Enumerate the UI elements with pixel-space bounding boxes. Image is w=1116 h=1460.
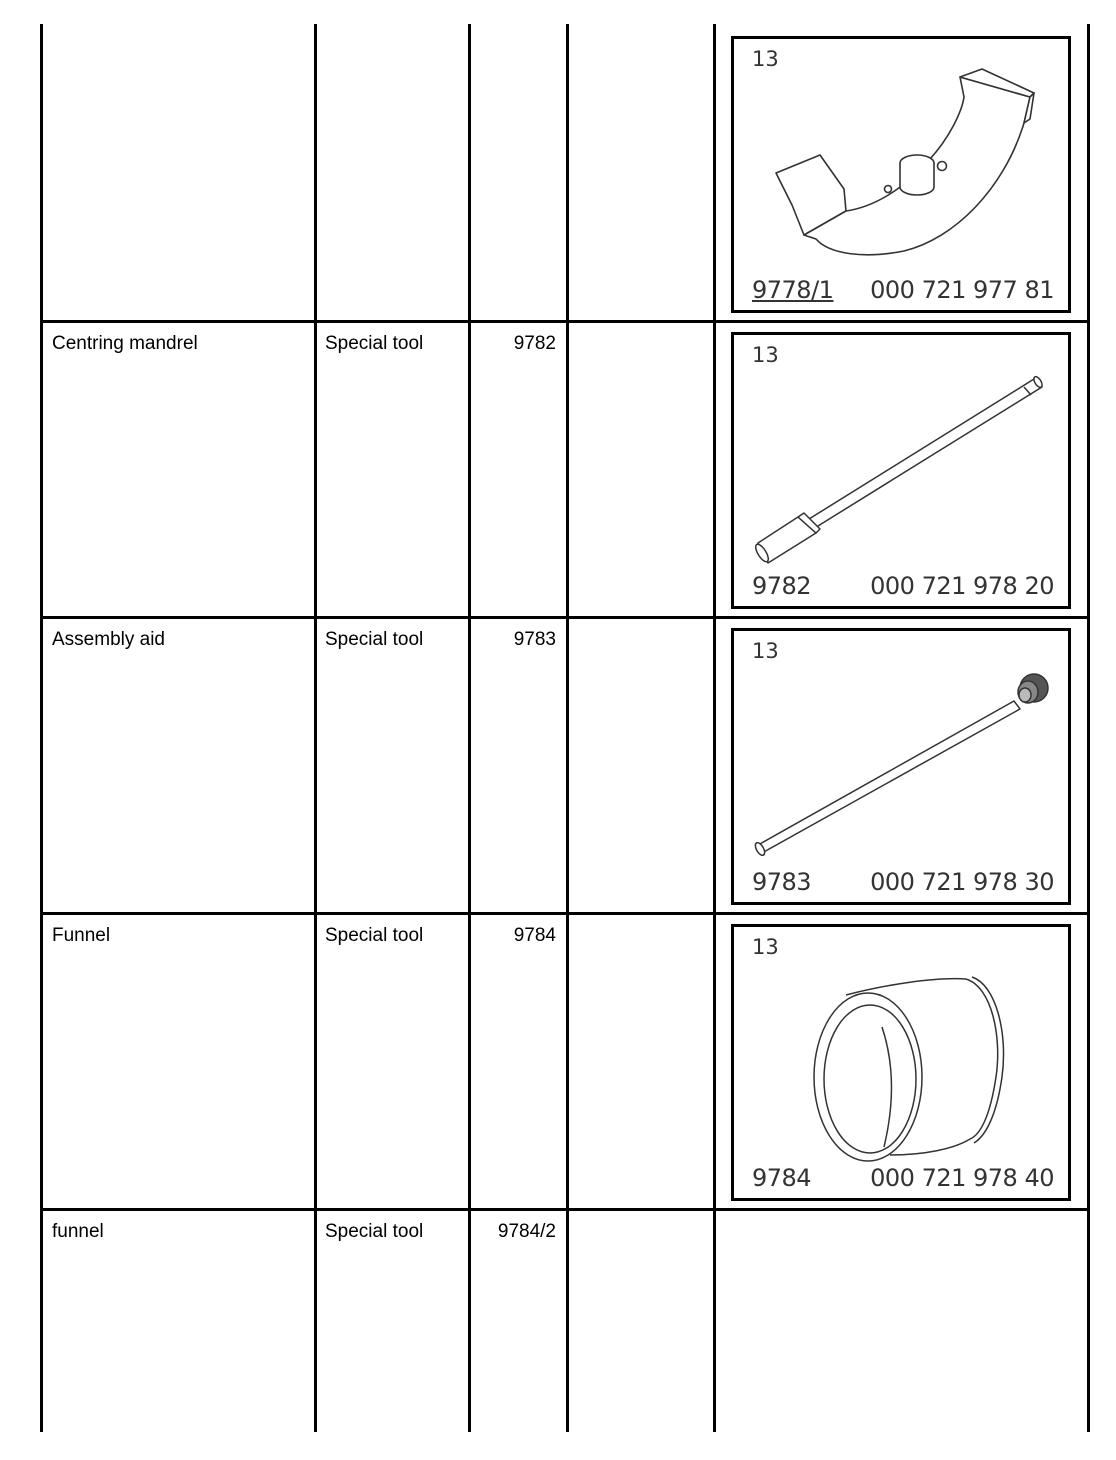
tool-name: Funnel bbox=[52, 925, 111, 946]
tool-type: Special tool bbox=[325, 925, 424, 946]
centring-mandrel-icon bbox=[734, 335, 1068, 606]
tool-number: 9784 bbox=[513, 925, 556, 946]
tool-name: Centring mandrel bbox=[52, 333, 198, 354]
tool-number-label: 9784 bbox=[752, 1164, 812, 1192]
quantity-label: 13 bbox=[752, 47, 779, 71]
quantity-label: 13 bbox=[752, 343, 779, 367]
column-divider-3 bbox=[566, 24, 569, 1432]
table-border-right bbox=[1087, 24, 1090, 1432]
tool-number: 9782 bbox=[513, 333, 556, 354]
tool-type: Special tool bbox=[325, 629, 424, 650]
part-number-label: 000 721 978 40 bbox=[870, 1164, 1054, 1192]
tool-number-label: 9778/1 bbox=[752, 276, 834, 304]
quantity-label: 13 bbox=[752, 935, 779, 959]
tool-image-9782 bbox=[731, 332, 1071, 609]
bearing-shell-tool-icon bbox=[734, 39, 1068, 310]
table-border-left bbox=[40, 24, 43, 1432]
tool-number-label: 9783 bbox=[752, 868, 812, 896]
tool-name: Assembly aid bbox=[52, 629, 165, 650]
tool-name: funnel bbox=[52, 1221, 104, 1242]
column-divider-1 bbox=[314, 24, 317, 1432]
assembly-aid-rod-icon bbox=[734, 631, 1068, 902]
funnel-ring-icon bbox=[734, 927, 1068, 1198]
part-number-label: 000 721 978 30 bbox=[870, 868, 1054, 896]
row-divider-3 bbox=[41, 912, 1090, 915]
column-divider-4 bbox=[713, 24, 716, 1432]
row-divider-4 bbox=[41, 1208, 1090, 1211]
tool-type: Special tool bbox=[325, 333, 424, 354]
tool-type: Special tool bbox=[325, 1221, 424, 1242]
row-divider-1 bbox=[41, 320, 1090, 323]
tool-image-9784 bbox=[731, 924, 1071, 1201]
row-divider-2 bbox=[41, 616, 1090, 619]
part-number-label: 000 721 977 81 bbox=[870, 276, 1054, 304]
tool-image-9783 bbox=[731, 628, 1071, 905]
part-number-label: 000 721 978 20 bbox=[870, 572, 1054, 600]
tool-image-9778-1 bbox=[731, 36, 1071, 313]
tool-number: 9783 bbox=[513, 629, 556, 650]
quantity-label: 13 bbox=[752, 639, 779, 663]
tool-number: 9784/2 bbox=[497, 1221, 556, 1242]
tool-number-label: 9782 bbox=[752, 572, 812, 600]
